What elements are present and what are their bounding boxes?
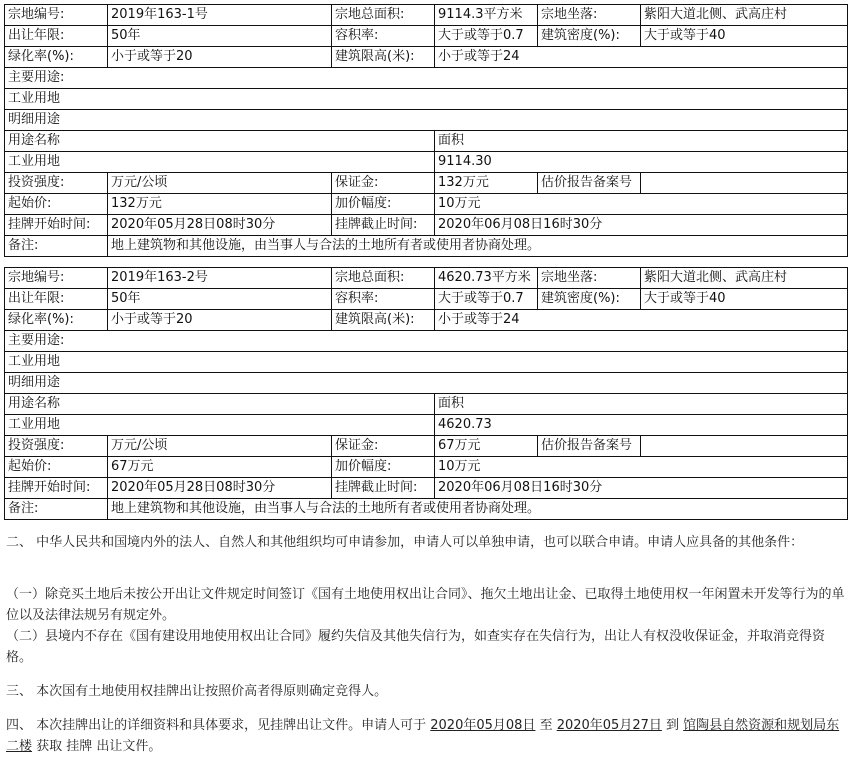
height: 小于或等于24 — [435, 47, 848, 68]
parcel-no-label: 宗地编号: — [5, 268, 108, 289]
remark: 地上建筑物和其他设施，由当事人与合法的土地所有者或使用者协商处理。 — [108, 499, 848, 520]
parcel-table — [4, 267, 848, 520]
section-4-text — [6, 715, 848, 757]
area-label: 面积 — [435, 394, 848, 415]
use-area: 4620.73 — [435, 415, 848, 436]
listing-end-label: 挂牌截止时间: — [332, 215, 435, 236]
far: 大于或等于0.7 — [435, 26, 538, 47]
parcel-no: 2019年163-2号 — [108, 268, 332, 289]
section-2-item-2: （二）县境内不存在《国有建设用地使用权出让合同》履约失信及其他失信行为，如查实存在失信行为，出让人有权没收保证金，并取消竞得资格。 — [6, 629, 826, 665]
height-label: 建筑限高(米): — [332, 47, 435, 68]
location-label: 宗地坐落: — [538, 5, 641, 26]
invest: 万元/公顷 — [108, 173, 332, 194]
use-area: 9114.30 — [435, 152, 848, 173]
section-2-item-1: （一）除竞买土地后未按公开出让文件规定时间签订《国有土地使用权出让合同》、拖欠土地出让金、已取得土地使用权一年闲置未开发等行为的单位以及法律法规另有规定外。 — [6, 587, 845, 623]
listing-start-label: 挂牌开始时间: — [5, 215, 108, 236]
green: 小于或等于20 — [108, 47, 332, 68]
height-label: 建筑限高(米): — [332, 310, 435, 331]
increment-label: 加价幅度: — [332, 194, 435, 215]
green-label: 绿化率(%): — [5, 310, 108, 331]
table-row — [5, 373, 848, 394]
deposit-label: 保证金: — [332, 173, 435, 194]
far-label: 容积率: — [332, 26, 435, 47]
table-row — [5, 331, 848, 352]
density: 大于或等于40 — [641, 26, 848, 47]
use-name-label: 用途名称 — [5, 394, 435, 415]
table-row — [5, 499, 848, 520]
section-4-to2: 到 — [661, 718, 684, 733]
table-row — [5, 478, 848, 499]
invest-label: 投资强度: — [5, 436, 108, 457]
density: 大于或等于40 — [641, 289, 848, 310]
green: 小于或等于20 — [108, 310, 332, 331]
table-row — [5, 152, 848, 173]
invest: 万元/公顷 — [108, 436, 332, 457]
table-row — [5, 436, 848, 457]
increment: 10万元 — [435, 457, 848, 478]
remark-label: 备注: — [5, 236, 108, 257]
area-label: 面积 — [435, 131, 848, 152]
term-label: 出让年限: — [5, 26, 108, 47]
table-row — [5, 131, 848, 152]
height: 小于或等于24 — [435, 310, 848, 331]
table-row — [5, 5, 848, 26]
appraisal-label: 估价报告备案号 — [538, 173, 641, 194]
section-4-prefix: 四、 本次挂牌出让的详细资料和具体要求，见挂牌出让文件。申请人可于 — [6, 718, 431, 733]
deposit-label: 保证金: — [332, 436, 435, 457]
main-use: 工业用地 — [5, 89, 848, 110]
increment: 10万元 — [435, 194, 848, 215]
parcel-no: 2019年163-1号 — [108, 5, 332, 26]
table-row — [5, 268, 848, 289]
appraisal — [641, 173, 848, 194]
use-name: 工业用地 — [5, 415, 435, 436]
location-label: 宗地坐落: — [538, 268, 641, 289]
term: 50年 — [108, 289, 332, 310]
section-2-intro: 二、 中华人民共和国境内外的法人、自然人和其他组织均可申请参加，申请人可以单独申请，也可以联合申请。申请人应具备的其他条件： — [6, 535, 804, 550]
appraisal — [641, 436, 848, 457]
start-price-label: 起始价: — [5, 194, 108, 215]
parcel-table — [4, 4, 848, 257]
appraisal-label: 估价报告备案号 — [538, 436, 641, 457]
detail-use-label: 明细用途 — [5, 110, 848, 131]
listing-end: 2020年06月08日16时30分 — [435, 215, 848, 236]
use-name-label: 用途名称 — [5, 131, 435, 152]
deposit: 132万元 — [435, 173, 538, 194]
green-label: 绿化率(%): — [5, 47, 108, 68]
listing-end: 2020年06月08日16时30分 — [435, 478, 848, 499]
term-label: 出让年限: — [5, 289, 108, 310]
far: 大于或等于0.7 — [435, 289, 538, 310]
table-row — [5, 310, 848, 331]
table-row — [5, 289, 848, 310]
remark-label: 备注: — [5, 499, 108, 520]
start-price-label: 起始价: — [5, 457, 108, 478]
start-price: 132万元 — [108, 194, 332, 215]
density-label: 建筑密度(%): — [538, 26, 641, 47]
listing-start: 2020年05月28日08时30分 — [108, 478, 332, 499]
section-4-to1: 至 — [535, 718, 557, 733]
density-label: 建筑密度(%): — [538, 289, 641, 310]
apply-start-date: 2020年05月08日 — [430, 718, 536, 733]
location: 紫阳大道北侧、武高庄村 — [641, 5, 848, 26]
main-use-label: 主要用途: — [5, 68, 848, 89]
total-area-label: 宗地总面积: — [332, 5, 435, 26]
section-3-text: 三、 本次国有土地使用权挂牌出让按照价高者得原则确定竞得人。 — [6, 684, 388, 699]
table-row — [5, 394, 848, 415]
table-row — [5, 68, 848, 89]
table-row — [5, 457, 848, 478]
section-4-suffix: 获取 挂牌 出让文件。 — [32, 739, 162, 754]
apply-end-date: 2020年05月27日 — [556, 718, 662, 733]
use-name: 工业用地 — [5, 152, 435, 173]
main-use-label: 主要用途: — [5, 331, 848, 352]
deposit: 67万元 — [435, 436, 538, 457]
table-row — [5, 173, 848, 194]
parcel-no-label: 宗地编号: — [5, 5, 108, 26]
invest-label: 投资强度: — [5, 173, 108, 194]
total-area: 4620.73平方米 — [435, 268, 538, 289]
far-label: 容积率: — [332, 289, 435, 310]
apply-office: 馆陶县自然资源和规划局东二楼 — [6, 718, 840, 754]
table-row — [5, 352, 848, 373]
total-area: 9114.3平方米 — [435, 5, 538, 26]
increment-label: 加价幅度: — [332, 457, 435, 478]
detail-use-label: 明细用途 — [5, 373, 848, 394]
listing-start-label: 挂牌开始时间: — [5, 478, 108, 499]
table-row — [5, 26, 848, 47]
table-row — [5, 215, 848, 236]
table-row — [5, 47, 848, 68]
remark: 地上建筑物和其他设施，由当事人与合法的土地所有者或使用者协商处理。 — [108, 236, 848, 257]
start-price: 67万元 — [108, 457, 332, 478]
table-row — [5, 110, 848, 131]
table-row — [5, 415, 848, 436]
main-use: 工业用地 — [5, 352, 848, 373]
term: 50年 — [108, 26, 332, 47]
table-row — [5, 194, 848, 215]
total-area-label: 宗地总面积: — [332, 268, 435, 289]
listing-start: 2020年05月28日08时30分 — [108, 215, 332, 236]
listing-end-label: 挂牌截止时间: — [332, 478, 435, 499]
table-row — [5, 89, 848, 110]
table-row — [5, 236, 848, 257]
location: 紫阳大道北侧、武高庄村 — [641, 268, 848, 289]
